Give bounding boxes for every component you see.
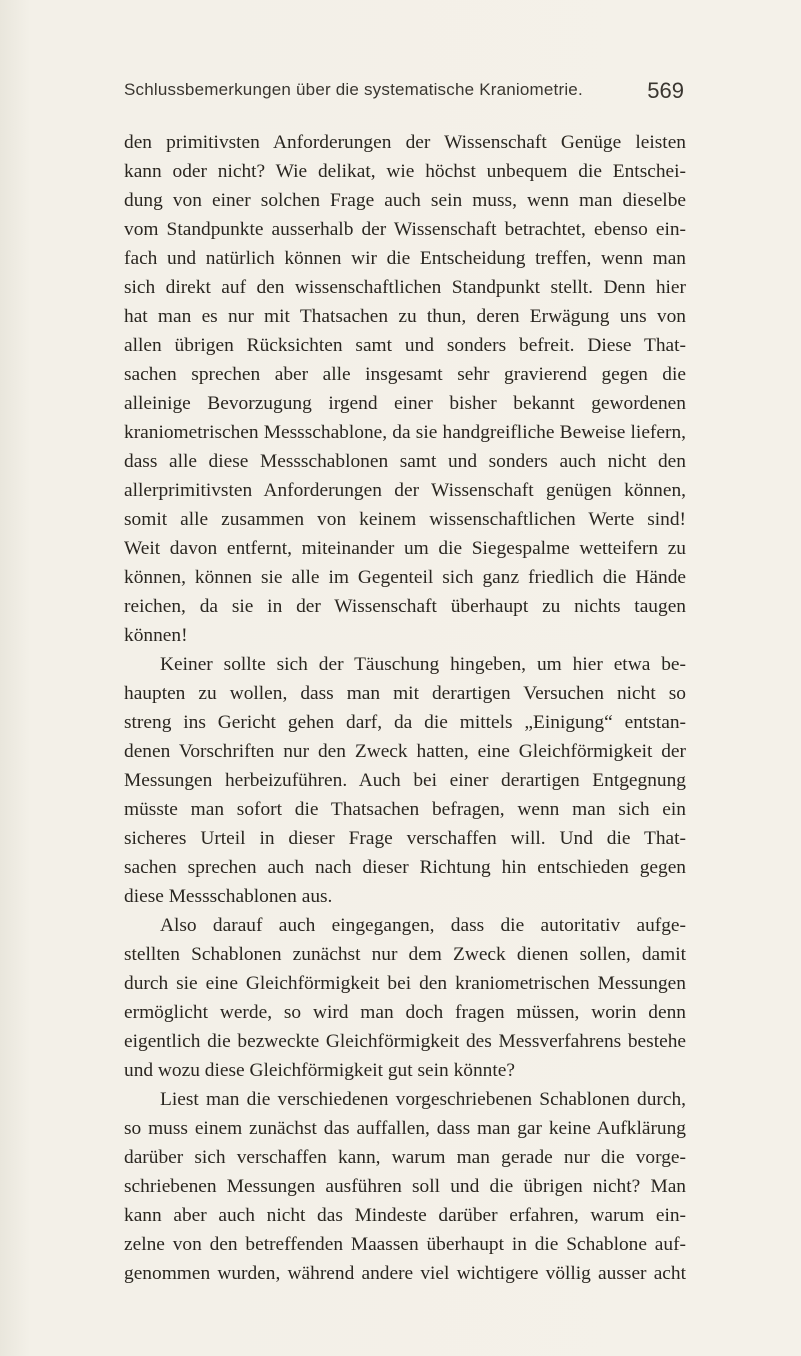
text-line: allen übrigen Rücksichten samt und sonders befreit. Diese That- [124,335,686,356]
text-line: kann aber auch nicht das Mindeste darüber erfahren, warum ein- [124,1205,686,1226]
page-header [124,80,684,110]
text-line: alleinige Bevorzugung irgend einer bisher bekannt gewordenen [124,393,686,414]
text-line: eigentlich die bezweckte Gleichförmigkeit des Messverfahrens bestehe [124,1031,686,1052]
text-line: sachen sprechen auch nach dieser Richtung hin entschieden gegen [124,857,686,878]
text-line: müsste man sofort die Thatsachen befragen, wenn man sich ein [124,799,686,820]
text-line: Messungen herbeizuführen. Auch bei einer derartigen Entgegnung [124,770,686,791]
text-line: Keiner sollte sich der Täuschung hingeben, um hier etwa be- [160,654,686,675]
text-line: durch sie eine Gleichförmigkeit bei den kraniometrischen Messungen [124,973,686,994]
text-line: stellten Schablonen zunächst nur dem Zweck dienen sollen, damit [124,944,686,965]
text-line: ermöglicht werde, so wird man doch fragen müssen, worin denn [124,1002,686,1023]
text-line: sachen sprechen aber alle insgesamt sehr gravierend gegen die [124,364,686,385]
text-line: vom Standpunkte ausserhalb der Wissenschaft betrachtet, ebenso ein- [124,219,686,240]
text-line: reichen, da sie in der Wissenschaft überhaupt zu nichts taugen [124,596,686,617]
text-line: Weit davon entfernt, miteinander um die Siegespalme wetteifern zu [124,538,686,559]
page-number: 569 [647,78,684,103]
text-line: diese Messschablonen aus. [124,886,333,907]
text-line: denen Vorschriften nur den Zweck hatten, eine Gleichförmigkeit der [124,741,686,762]
text-line: schriebenen Messungen ausführen soll und die übrigen nicht? Man [124,1176,686,1197]
text-line: fach und natürlich können wir die Entscheidung treffen, wenn man [124,248,686,269]
text-line: können! [124,625,188,646]
text-line: sicheres Urteil in dieser Frage verschaffen will. Und die That- [124,828,686,849]
text-line: darüber sich verschaffen kann, warum man gerade nur die vorge- [124,1147,686,1168]
text-line: streng ins Gericht gehen darf, da die mittels „Einigung“ entstan- [124,712,686,733]
text-line: können, können sie alle im Gegenteil sich ganz friedlich die Hände [124,567,686,588]
text-line: so muss einem zunächst das auffallen, dass man gar keine Aufklärung [124,1118,686,1139]
text-line: allerprimitivsten Anforderungen der Wissenschaft genügen können, [124,480,686,501]
text-line: Liest man die verschiedenen vorgeschriebenen Schablonen durch, [160,1089,686,1110]
text-line: hat man es nur mit Thatsachen zu thun, deren Erwägung uns von [124,306,686,327]
running-head: Schlussbemerkungen über die systematische Kraniometrie. [124,80,583,99]
text-line: Also darauf auch eingegangen, dass die autoritativ aufge- [160,915,686,936]
text-line: haupten zu wollen, dass man mit derartigen Versuchen nicht so [124,683,686,704]
text-line: und wozu diese Gleichförmigkeit gut sein könnte? [124,1060,515,1081]
text-line: kann oder nicht? Wie delikat, wie höchst unbequem die Entschei- [124,161,686,182]
text-line: den primitivsten Anforderungen der Wissenschaft Genüge leisten [124,132,686,153]
text-line: kraniometrischen Messschablone, da sie handgreifliche Beweise liefern, [124,422,686,443]
text-line: zelne von den betreffenden Maassen überhaupt in die Schablone auf- [124,1234,686,1255]
body-text [124,128,686,1288]
text-line: dass alle diese Messschablonen samt und sonders auch nicht den [124,451,686,472]
text-line: sich direkt auf den wissenschaftlichen Standpunkt stellt. Denn hier [124,277,686,298]
text-line: somit alle zusammen von keinem wissenschaftlichen Werte sind! [124,509,686,530]
text-line: dung von einer solchen Frage auch sein muss, wenn man dieselbe [124,190,686,211]
text-line: genommen wurden, während andere viel wichtigere völlig ausser acht [124,1263,686,1284]
